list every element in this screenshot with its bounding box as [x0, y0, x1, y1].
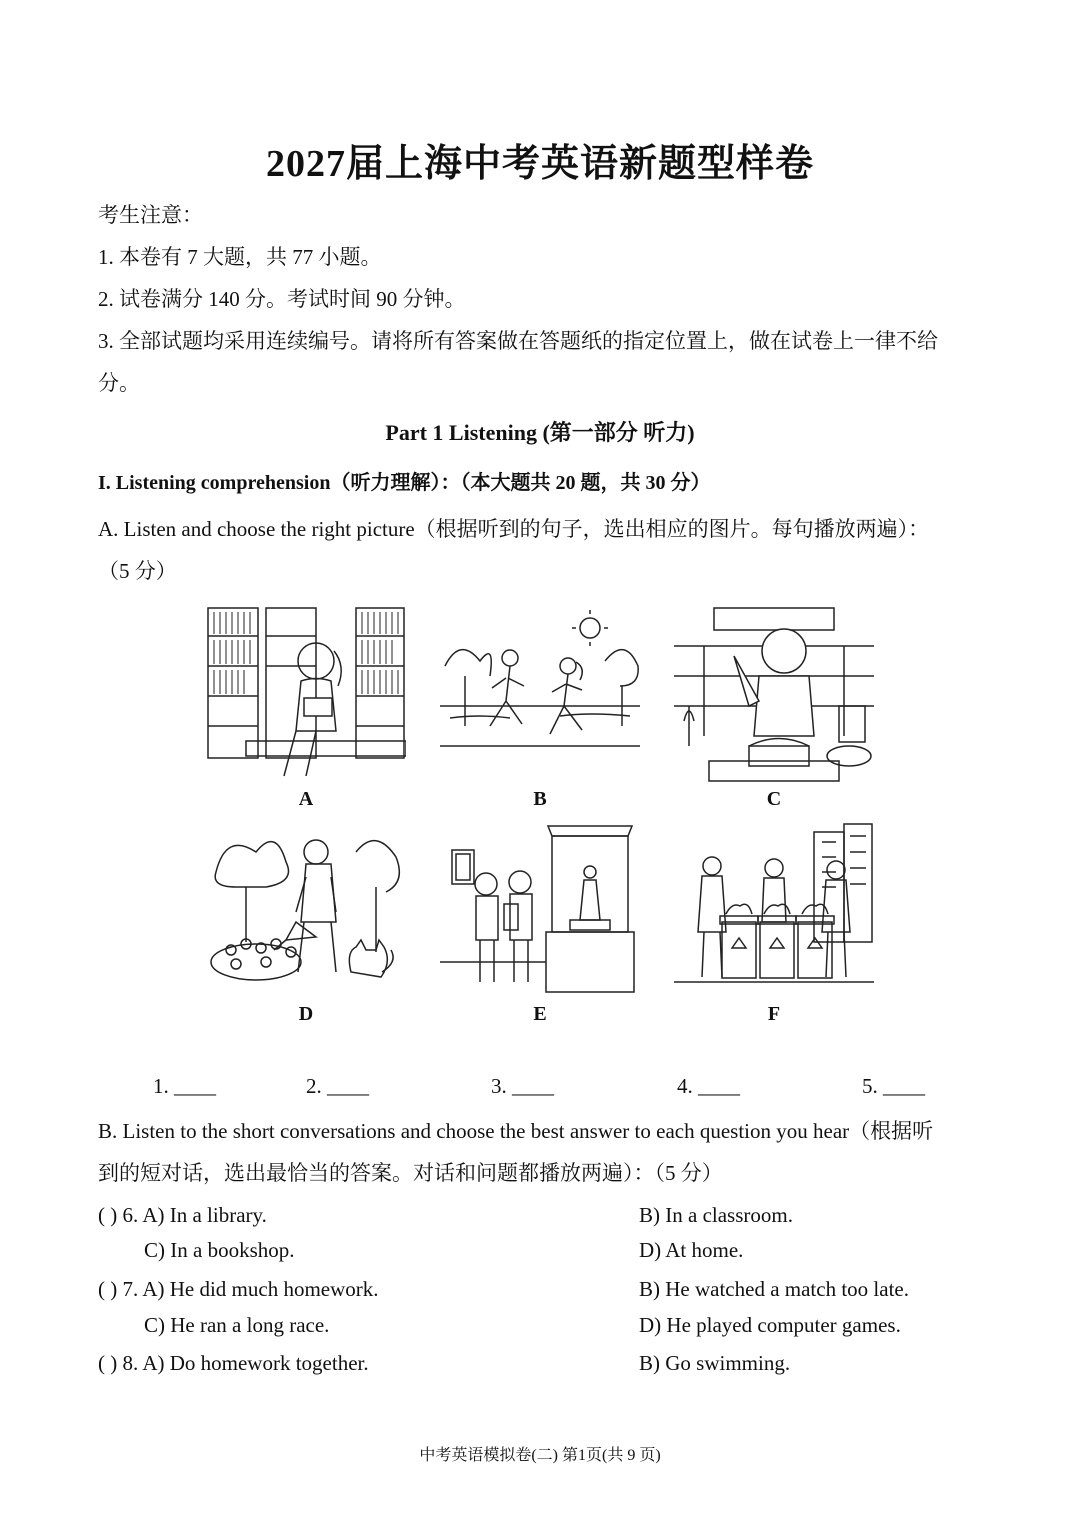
library-reading-icon [206, 606, 406, 786]
watering-flowers-icon [206, 822, 406, 1002]
notice-item-3: 3. 全部试题均采用连续编号。请将所有答案做在答题纸的指定位置上，做在试卷上一律不给 [98, 329, 938, 353]
picture-label-f: F [767, 1003, 781, 1025]
notice-heading: 考生注意： [98, 203, 203, 227]
question-8-option-a: ( ) 8. A) Do homework together. [98, 1351, 369, 1375]
section-a-points: （5 分） [98, 559, 177, 583]
section-b-instruction-cont: 到的短对话，选出最恰当的答案。对话和问题都播放两遍）：（5 分） [98, 1161, 723, 1185]
section-a-instruction: A. Listen and choose the right picture（根据听到的句子，选出相应的图片。每句播放两遍）： [98, 517, 930, 541]
picture-label-b: B [533, 788, 547, 810]
picture-label-a: A [298, 788, 314, 810]
museum-visit-icon [440, 822, 640, 1002]
notice-item-2: 2. 试卷满分 140 分。考试时间 90 分钟。 [98, 287, 466, 311]
section-b-instruction: B. Listen to the short conversations and choose the best answer to each question you hear（根据听 [98, 1119, 934, 1143]
question-8-option-b: B) Go swimming. [639, 1351, 791, 1375]
question-6-option-a: ( ) 6. A) In a library. [98, 1203, 267, 1227]
part-heading: Part 1 Listening (第一部分 听力) [385, 420, 695, 445]
answer-blank-5[interactable]: 5. ____ [862, 1074, 925, 1098]
question-6-option-b: B) In a classroom. [639, 1203, 793, 1227]
question-7-option-b: B) He watched a match too late. [639, 1277, 909, 1301]
question-7-option-d: D) He played computer games. [639, 1313, 901, 1337]
baking-cake-icon [674, 606, 874, 786]
answer-blank-2[interactable]: 2. ____ [306, 1074, 369, 1098]
page-footer: 中考英语模拟卷(二) 第1页(共 9 页) [419, 1447, 661, 1464]
page-title: 2027届上海中考英语新题型样卷 [265, 143, 814, 185]
picture-label-e: E [533, 1003, 547, 1025]
question-7-option-c: C) He ran a long race. [144, 1313, 330, 1337]
answer-blank-3[interactable]: 3. ____ [491, 1074, 554, 1098]
notice-item-3-cont: 分。 [98, 371, 140, 395]
question-6-option-c: C) In a bookshop. [144, 1238, 295, 1262]
question-7-option-a: ( ) 7. A) He did much homework. [98, 1277, 379, 1301]
picture-label-d: D [298, 1003, 314, 1025]
answer-blank-1[interactable]: 1. ____ [153, 1074, 216, 1098]
question-6-option-d: D) At home. [639, 1238, 744, 1262]
answer-blank-4[interactable]: 4. ____ [677, 1074, 740, 1098]
notice-item-1: 1. 本卷有 7 大题，共 77 小题。 [98, 245, 382, 269]
section-heading: I. Listening comprehension（听力理解）：（本大题共 20 题，共 30 分） [98, 472, 711, 494]
picture-label-c: C [766, 788, 782, 810]
recycling-bins-icon [674, 822, 874, 1002]
jogging-park-icon [440, 606, 640, 786]
